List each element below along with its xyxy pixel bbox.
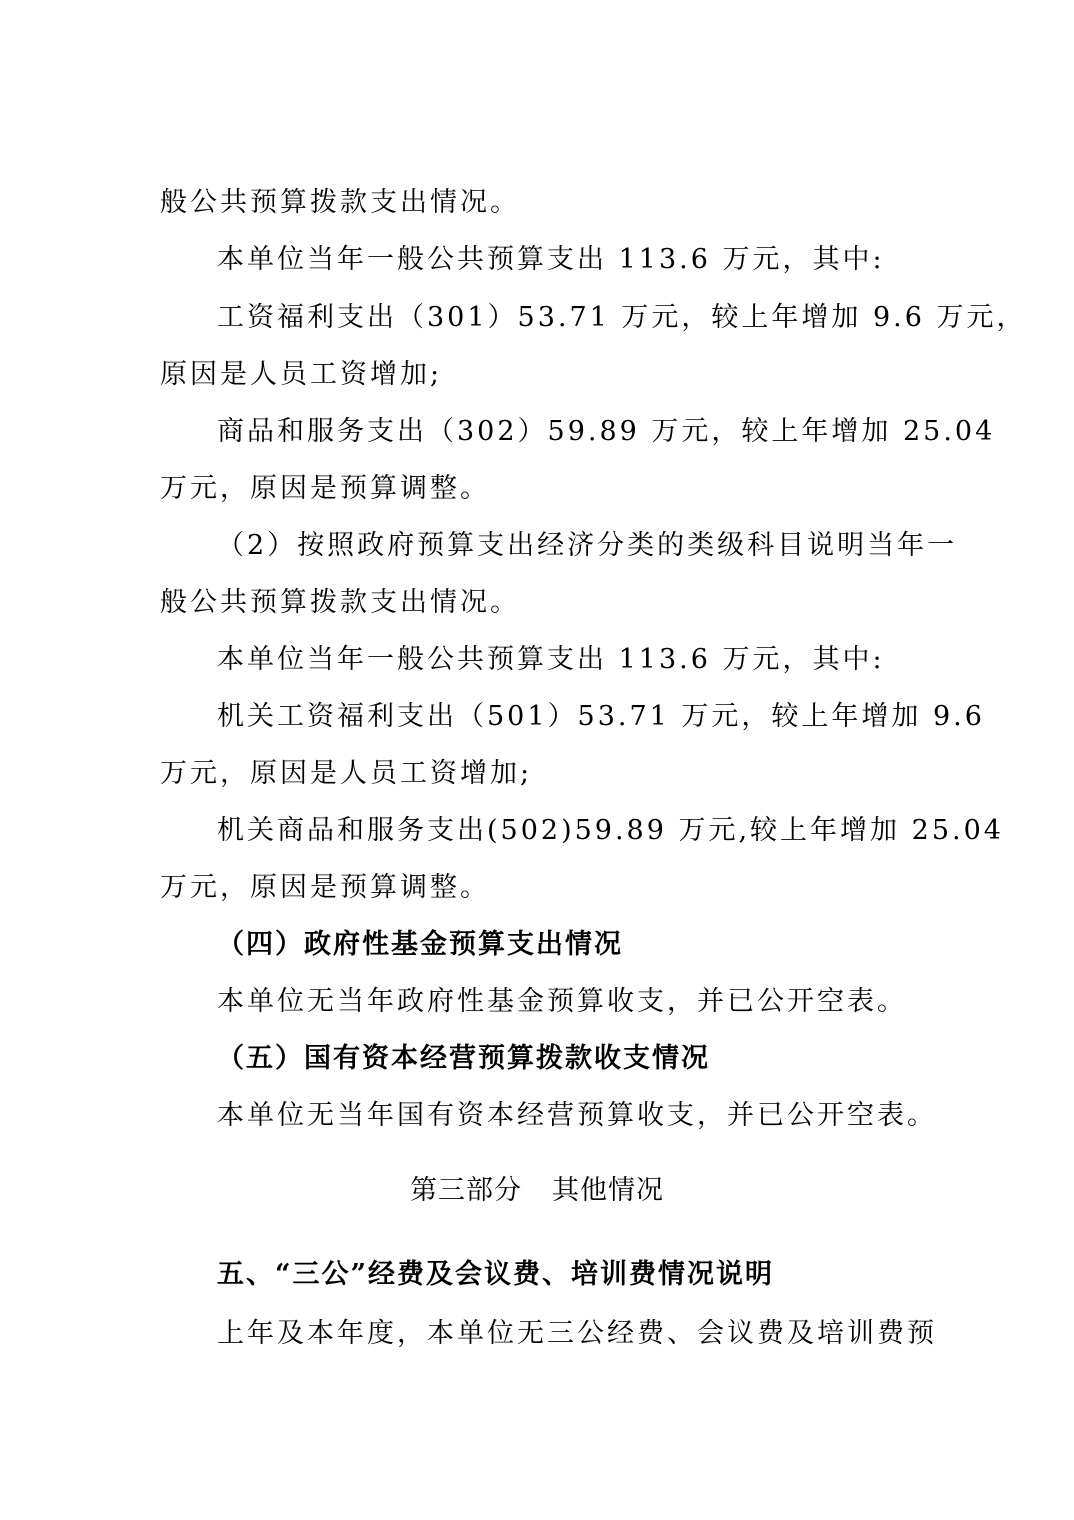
paragraph-line: 本单位当年一般公共预算支出 113.6 万元，其中:	[217, 244, 885, 275]
paragraph-line: 万元，原因是人员工资增加;	[160, 758, 533, 789]
paragraph-line: 万元，原因是预算调整。	[160, 872, 490, 903]
paragraph-line: 万元，原因是预算调整。	[160, 473, 490, 504]
section-heading-5: （五）国有资本经营预算拨款收支情况	[217, 1043, 710, 1074]
paragraph-line: 工资福利支出（301）53.71 万元，较上年增加 9.6 万元，	[217, 302, 1027, 333]
paragraph-line: 原因是人员工资增加;	[160, 359, 443, 390]
section-text-five: 上年及本年度，本单位无三公经费、会议费及培训费预	[217, 1318, 937, 1349]
paragraph-line: 机关工资福利支出（501）53.71 万元，较上年增加 9.6	[217, 701, 985, 732]
paragraph-line: 机关商品和服务支出(502)59.89 万元,较上年增加 25.04	[217, 815, 1004, 846]
part-title-name: 其他情况	[552, 1175, 664, 1206]
paragraph-line: （2）按照政府预算支出经济分类的类级科目说明当年一	[217, 530, 958, 561]
section-heading-4: （四）政府性基金预算支出情况	[217, 929, 623, 960]
paragraph-line: 般公共预算拨款支出情况。	[160, 587, 520, 618]
paragraph-line: 般公共预算拨款支出情况。	[160, 187, 520, 218]
part-title-number: 第三部分	[410, 1175, 522, 1206]
section-heading-five: 五、“三公”经费及会议费、培训费情况说明	[217, 1259, 775, 1290]
part-title	[0, 1177, 1074, 1204]
section-text-5: 本单位无当年国有资本经营预算收支，并已公开空表。	[217, 1100, 937, 1131]
section-text-4: 本单位无当年政府性基金预算收支，并已公开空表。	[217, 986, 907, 1017]
paragraph-line: 商品和服务支出（302）59.89 万元，较上年增加 25.04	[217, 416, 996, 447]
paragraph-line: 本单位当年一般公共预算支出 113.6 万元，其中:	[217, 644, 885, 675]
